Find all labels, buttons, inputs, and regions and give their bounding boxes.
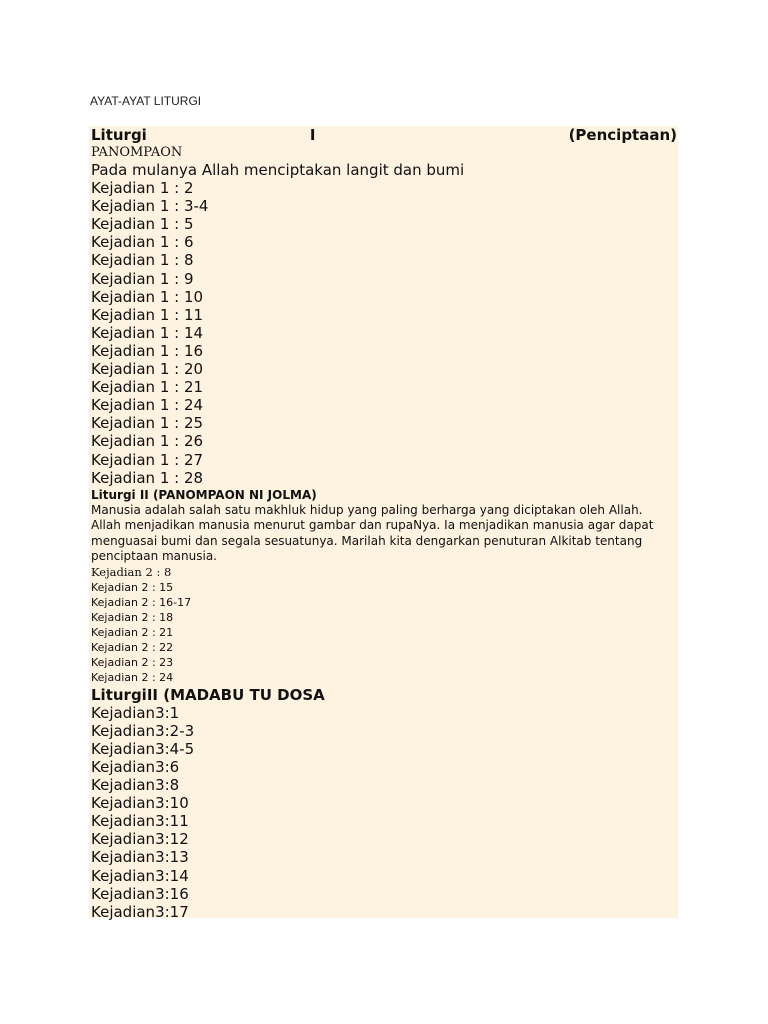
verse-line: Kejadian 1 : 9: [91, 269, 194, 288]
verse-line: Kejadian3:4-5: [91, 739, 195, 758]
verse-line: Kejadian3:10: [91, 794, 189, 813]
verse-line: Kejadian3:17: [91, 902, 189, 921]
section2-first-verse: Kejadian 2 : 8: [91, 564, 172, 579]
verse-line: Kejadian 1 : 10: [91, 287, 204, 306]
verse-line: Kejadian3:16: [91, 884, 189, 903]
section1-intro: Pada mulanya Allah menciptakan langit dan bumi: [91, 161, 465, 179]
section1-heading-right: (Penciptaan): [568, 126, 677, 144]
section1-verse-list: [89, 179, 678, 487]
section2-heading: Liturgi II (PANOMPAON NI JOLMA): [91, 487, 317, 502]
verse-line: Kejadian 1 : 5: [91, 215, 194, 234]
verse-line: Kejadian 1 : 8: [91, 251, 194, 270]
verse-line: Kejadian 1 : 16: [91, 341, 204, 360]
verse-line: Kejadian 1 : 21: [91, 378, 204, 397]
verse-line: Kejadian 1 : 25: [91, 414, 204, 433]
verse-line: Kejadian3:11: [91, 812, 189, 831]
verse-line: Kejadian 2 : 15: [91, 580, 174, 594]
verse-line: Kejadian3:14: [91, 866, 189, 885]
verse-line: Kejadian 1 : 26: [91, 432, 204, 451]
verse-line: Kejadian 2 : 22: [91, 640, 174, 654]
verse-line: Kejadian 1 : 27: [91, 450, 204, 469]
verse-line: Kejadian 1 : 20: [91, 360, 204, 379]
verse-line: Kejadian 1 : 2: [91, 179, 194, 198]
section3-heading: LiturgiII (MADABU TU DOSA: [91, 685, 325, 704]
section2-paragraph: Manusia adalah salah satu makhluk hidup yang paling berharga yang diciptakan oleh Allah. Allah menjadikan manusia menurut gambar dan rupaNya. Ia menjadikan manusia agar dapat menguasai bumi dan segala sesuatunya. Marilah kita dengarkan penuturan Alkitab tentang penciptaan manusia.: [91, 502, 654, 564]
section1-heading-mid: I: [309, 126, 316, 144]
section1-subtitle: PANOMPAON: [91, 145, 183, 160]
section3-verse-list: [89, 704, 678, 921]
verse-line: Kejadian3:2-3: [91, 721, 195, 740]
verse-line: Kejadian 1 : 6: [91, 233, 194, 252]
verse-line: Kejadian3:12: [91, 830, 189, 849]
verse-line: Kejadian3:1: [91, 703, 180, 722]
verse-line: Kejadian 2 : 18: [91, 610, 174, 624]
verse-line: Kejadian 2 : 16-17: [91, 595, 192, 609]
verse-line: Kejadian3:8: [91, 776, 180, 795]
liturgy-content: [89, 126, 678, 921]
verse-line: Kejadian3:6: [91, 757, 180, 776]
verse-line: Kejadian 1 : 28: [91, 468, 204, 487]
verse-line: Kejadian 2 : 23: [91, 655, 174, 669]
document-title: AYAT-AYAT LITURGI: [90, 94, 202, 108]
verse-line: Kejadian 1 : 14: [91, 323, 204, 342]
section2-verse-list: [89, 580, 678, 685]
verse-line: Kejadian 2 : 21: [91, 625, 174, 639]
verse-line: Kejadian 2 : 24: [91, 670, 174, 684]
verse-line: Kejadian 1 : 3-4: [91, 197, 209, 216]
section1-heading: [89, 126, 678, 144]
verse-line: Kejadian 1 : 11: [91, 305, 204, 324]
verse-line: Kejadian 1 : 24: [91, 396, 204, 415]
section1-heading-left: Liturgi: [91, 126, 147, 144]
verse-line: Kejadian3:13: [91, 848, 189, 867]
